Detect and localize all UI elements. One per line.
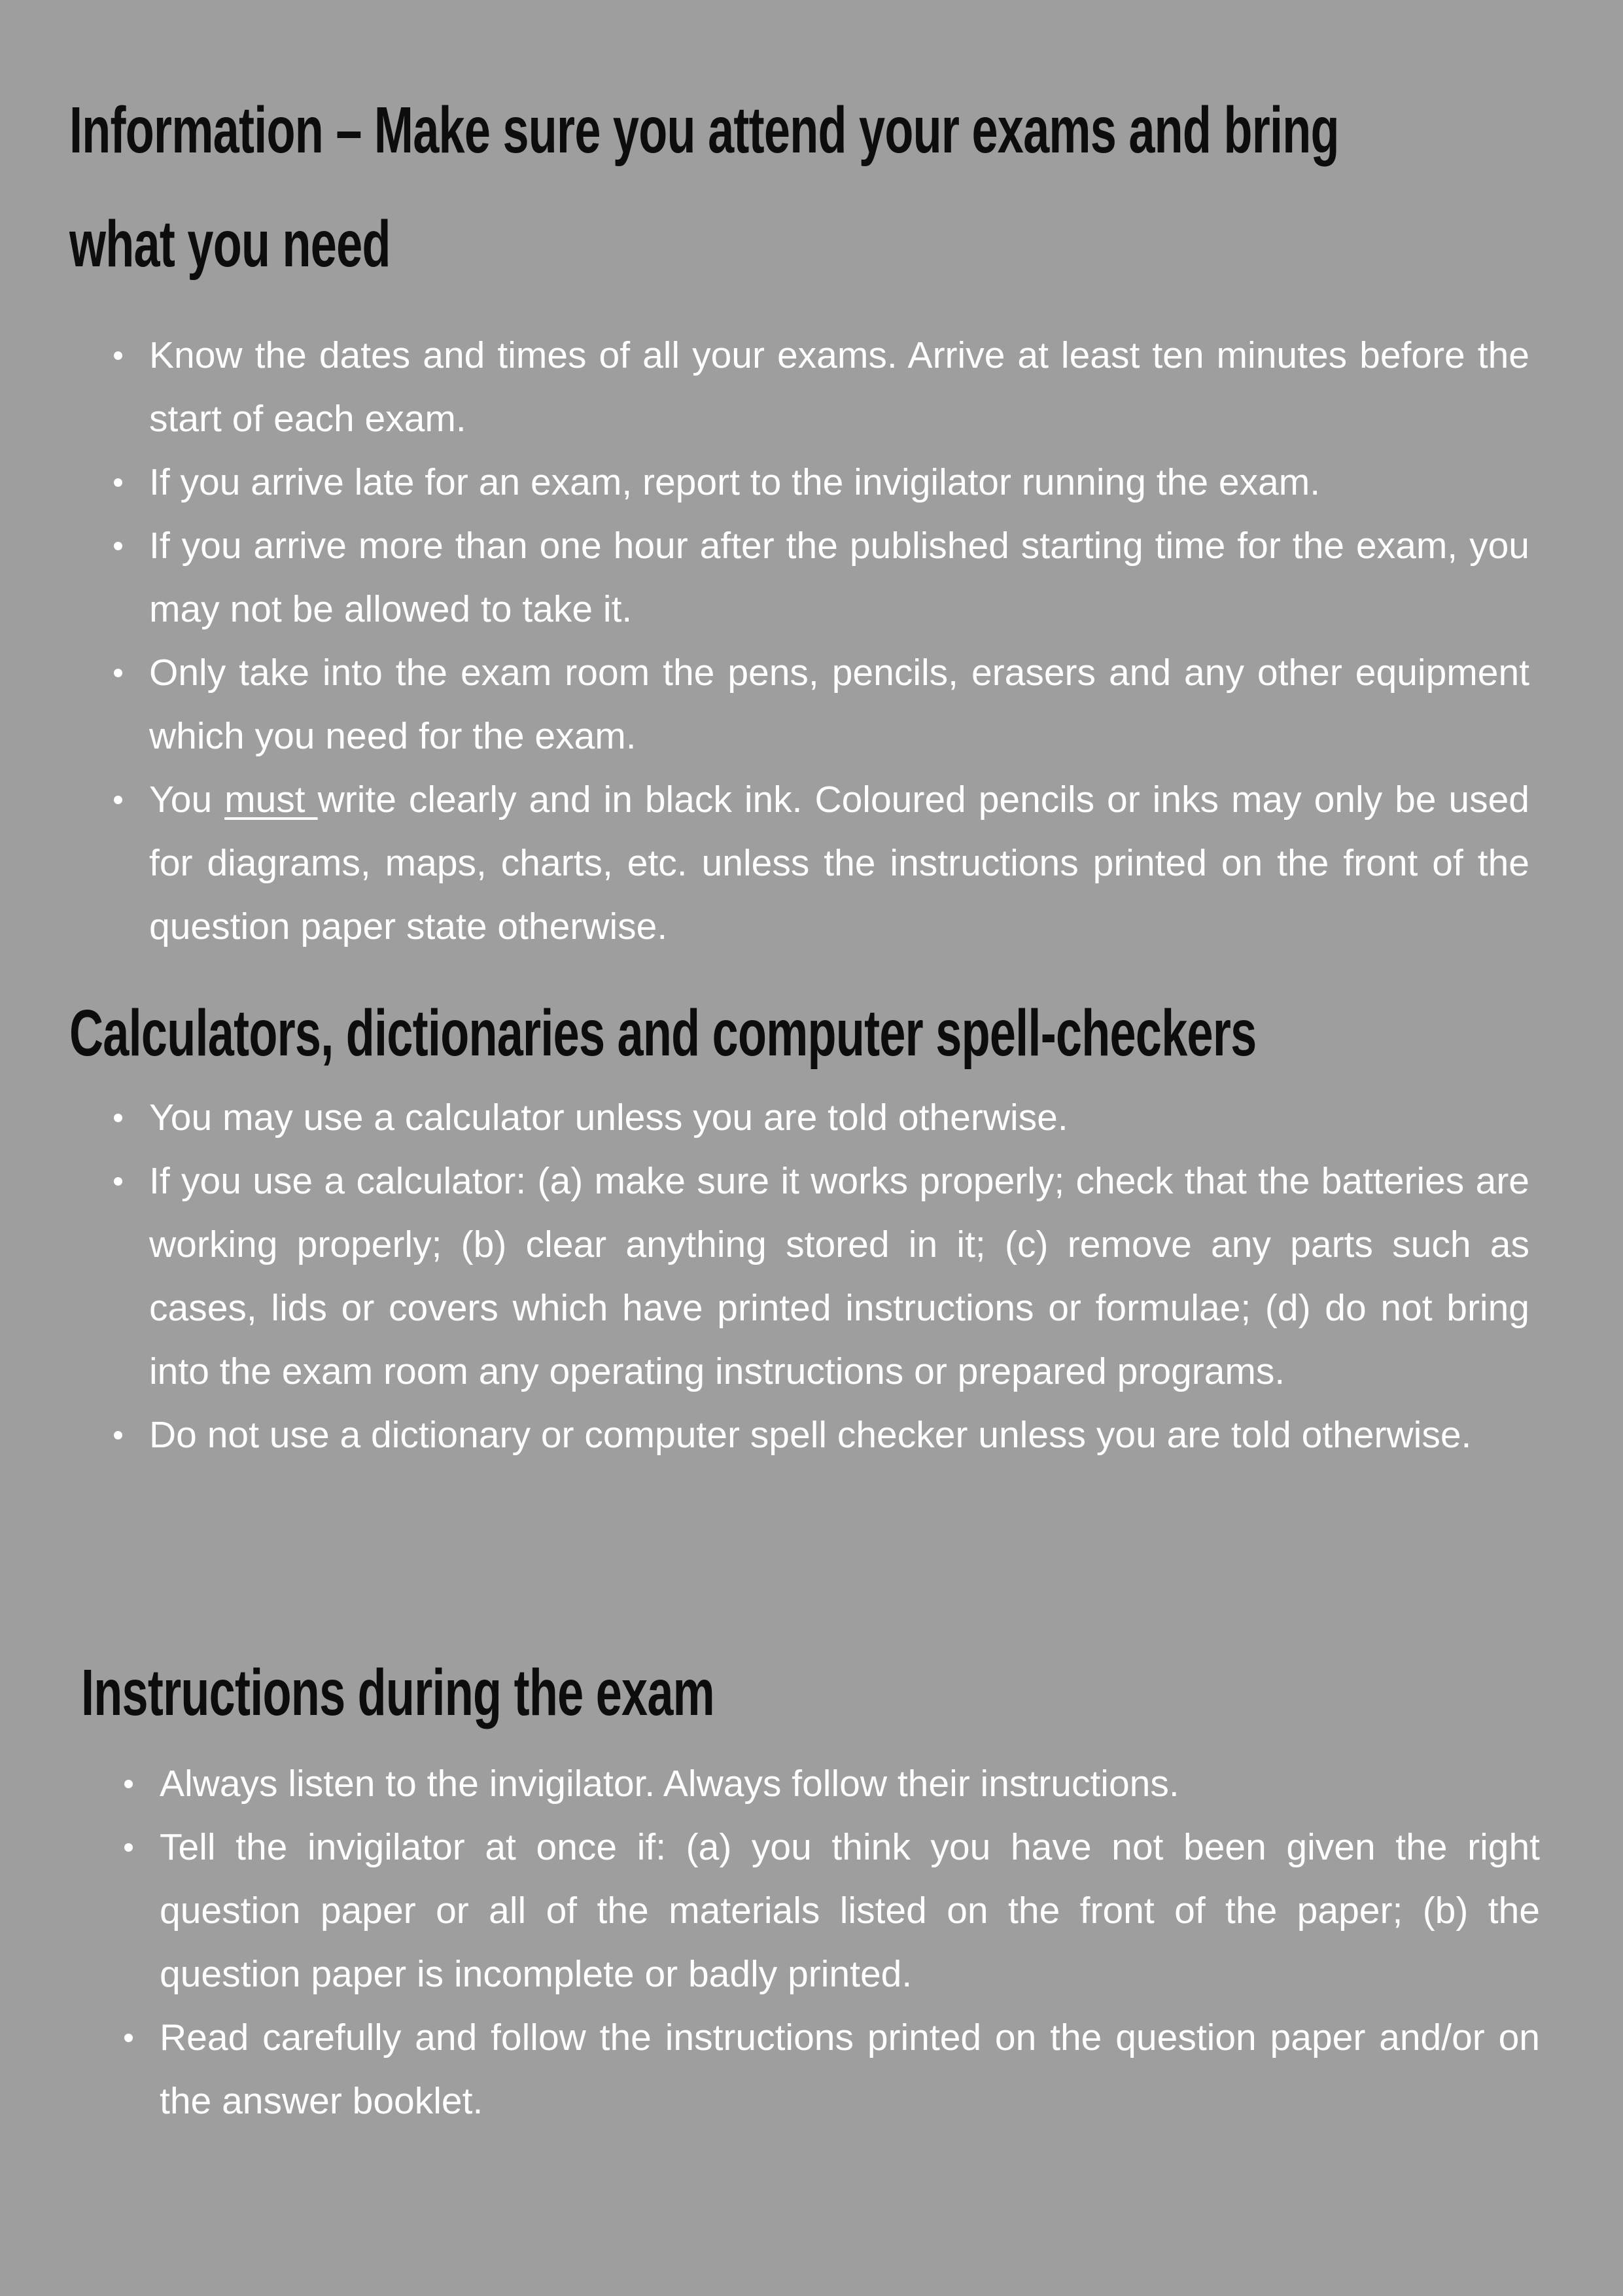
item-text-before: You (149, 779, 225, 821)
information-list (149, 324, 1529, 959)
item-text-after: write clearly and in black ink. Coloured pencils or inks may only be used for diagrams, maps, charts, etc. unless the instructions printed on the front of the question paper state otherwise. (149, 779, 1529, 947)
list-item (149, 768, 1529, 959)
section-title-information: Information – Make sure you attend your exams and bring (69, 94, 1339, 167)
list-item: If you arrive more than one hour after the published starting time for the exam, you may not be allowed to take it. (149, 514, 1529, 641)
section-title-calculators: Calculators, dictionaries and computer spell-checkers (69, 997, 1257, 1070)
section-title-instructions: Instructions during the exam (81, 1656, 714, 1729)
item-text-emphasis: must (224, 779, 318, 821)
list-item: Read carefully and follow the instructions printed on the question paper and/or on the answer booklet. (160, 2006, 1540, 2133)
instructions-list (160, 1752, 1540, 2133)
list-item: Do not use a dictionary or computer spell checker unless you are told otherwise. (149, 1404, 1529, 1467)
list-item: If you use a calculator: (a) make sure it works properly; check that the batteries are working properly; (b) clear anything stored in it; (c) remove any parts such as cases, lids or covers which have printed instructions or formulae; (d) do not bring into the exam room any operating instructions or prepared programs. (149, 1150, 1529, 1404)
list-item: Always listen to the invigilator. Always follow their instructions. (160, 1752, 1540, 1816)
list-item: If you arrive late for an exam, report to the invigilator running the exam. (149, 451, 1529, 514)
list-item: Know the dates and times of all your exams. Arrive at least ten minutes before the start of each exam. (149, 324, 1529, 451)
section-title-information-continued: what you need (69, 207, 391, 281)
list-item: Only take into the exam room the pens, pencils, erasers and any other equipment which you need for the exam. (149, 641, 1529, 768)
list-item: You may use a calculator unless you are told otherwise. (149, 1086, 1529, 1150)
list-item: Tell the invigilator at once if: (a) you think you have not been given the right question paper or all of the materials listed on the front of the paper; (b) the question paper is incomplete or badly printed. (160, 1816, 1540, 2006)
calculators-list (149, 1086, 1529, 1467)
